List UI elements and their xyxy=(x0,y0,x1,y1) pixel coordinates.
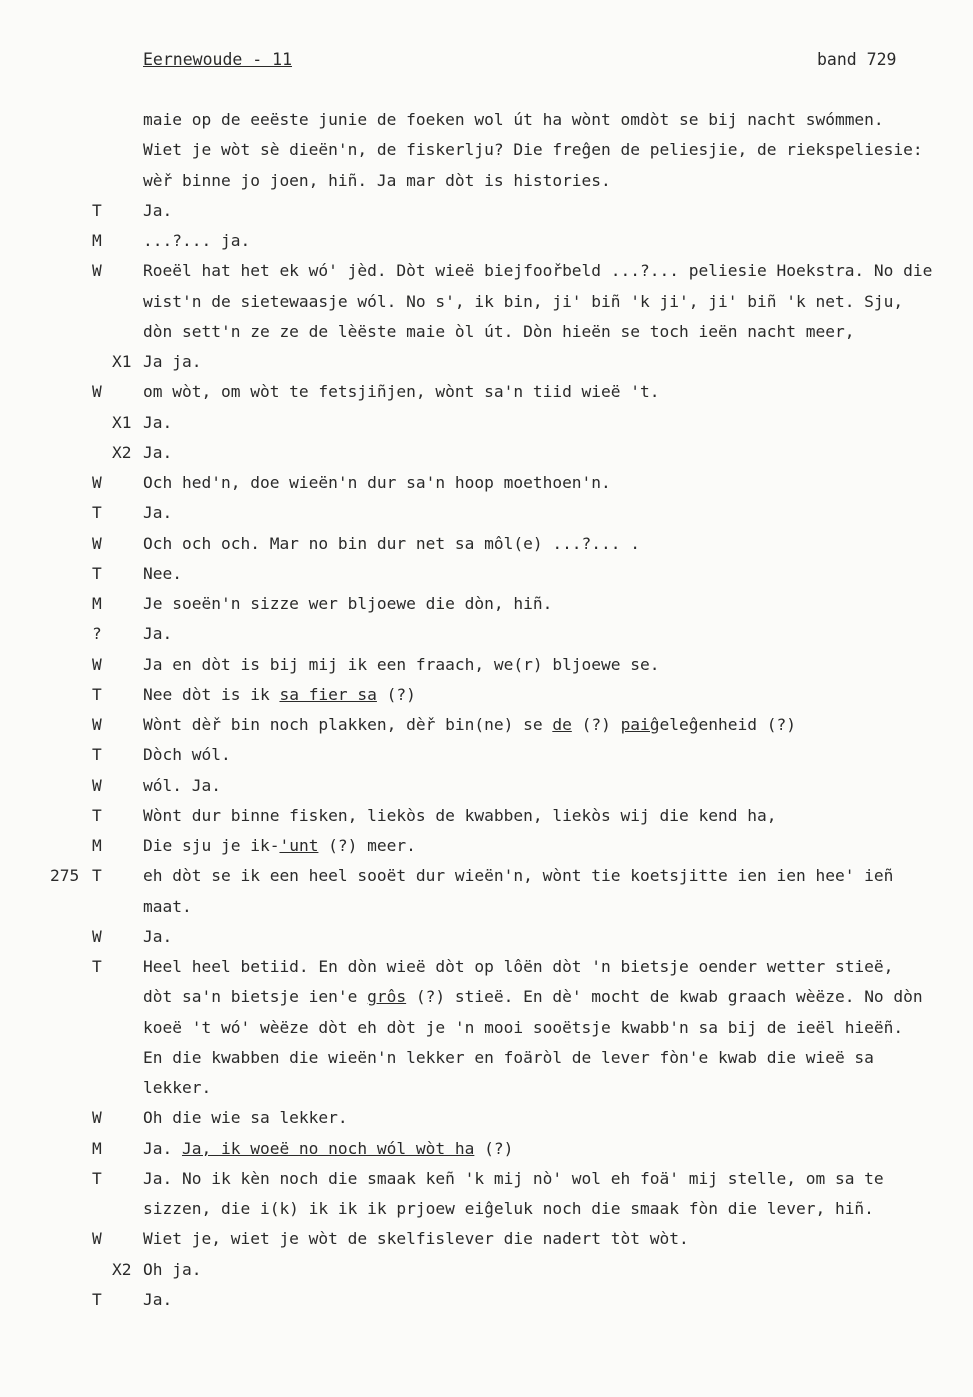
transcript-line xyxy=(0,1224,973,1254)
transcript-line xyxy=(0,529,973,559)
speaker-label: W xyxy=(92,926,102,946)
transcript-line xyxy=(0,166,973,196)
utterance-text: Ja. xyxy=(143,412,173,432)
header-title: Eernewoude - 11 xyxy=(143,50,293,69)
speaker-label: M xyxy=(92,836,102,855)
utterance-text: lekker. xyxy=(143,1078,212,1097)
speaker-label: T xyxy=(92,805,102,825)
utterance-text: Wiet je, wiet je wòt de skelfislever die nadert tòt wòt. xyxy=(143,1229,689,1249)
utterance-text: Ja. xyxy=(143,503,173,523)
utterance-text: Nee. xyxy=(143,563,182,583)
speaker-label: T xyxy=(92,503,102,523)
utterance-text: Ja en dòt is bij mij ik een fraach, we(r) bljoewe se. xyxy=(143,654,660,674)
utterance-text: koeë 't wó' wèëze dòt eh dòt je 'n mooi sooëtsje kwabb'n sa bij de ieël hieëñ. xyxy=(143,1017,904,1037)
speaker-label: X2 xyxy=(112,1259,132,1279)
transcript-line xyxy=(0,256,973,286)
transcript-line xyxy=(0,1255,973,1285)
utterance-text: Ja. xyxy=(143,624,173,644)
transcript-line xyxy=(0,1103,973,1133)
transcript-line xyxy=(0,1194,973,1224)
transcript-line xyxy=(0,287,973,317)
utterance-text: Ja. xyxy=(143,1289,173,1309)
transcript-line xyxy=(0,771,973,801)
speaker-label: T xyxy=(92,200,102,220)
transcript-line xyxy=(0,1134,973,1164)
speaker-label: T xyxy=(92,563,102,583)
speaker-label: T xyxy=(92,684,102,704)
utterance-text: Ja ja. xyxy=(143,352,202,371)
speaker-label: X1 xyxy=(112,412,132,432)
line-number: 275 xyxy=(50,866,80,886)
speaker-label: W xyxy=(92,775,102,795)
speaker-label: T xyxy=(92,1289,102,1309)
utterance-text: sizzen, die i(k) ik ik ik prjoew eiĝeluk noch die smaak fòn die lever, hiñ. xyxy=(143,1199,874,1218)
speaker-label: W xyxy=(92,1108,102,1128)
utterance-text: Ja. xyxy=(143,442,173,462)
utterance-text: ...?... ja. xyxy=(143,231,251,250)
transcript-line xyxy=(0,1013,973,1043)
speaker-label: T xyxy=(92,745,102,765)
speaker-label: M xyxy=(92,1138,102,1158)
underlined-phrase: sa fier sa xyxy=(279,684,377,704)
transcript-line xyxy=(0,408,973,438)
speaker-label: W xyxy=(92,1229,102,1249)
transcript-line xyxy=(0,831,973,861)
transcript-line xyxy=(0,619,973,649)
utterance-text: En die kwabben die wieën'n lekker en foäròl de lever fòn'e kwab die wieë sa xyxy=(143,1047,874,1067)
transcript-line xyxy=(0,468,973,498)
utterance-text: Die sju je ik-'unt (?) meer. xyxy=(143,836,416,855)
utterance-text: Je soeën'n sizze wer bljoewe die dòn, hiñ. xyxy=(143,594,553,613)
underlined-phrase: de xyxy=(552,715,572,734)
utterance-text: Dòch wól. xyxy=(143,745,231,765)
utterance-text: Och hed'n, doe wieën'n dur sa'n hoop moethoen'n. xyxy=(143,473,611,492)
transcript-line xyxy=(0,982,973,1012)
speaker-label: T xyxy=(92,866,102,886)
speaker-label: W xyxy=(92,382,102,402)
transcript-line xyxy=(0,892,973,922)
utterance-text: Ja. xyxy=(143,926,173,946)
utterance-text: Oh die wie sa lekker. xyxy=(143,1108,348,1128)
underlined-phrase: grôs xyxy=(367,987,407,1007)
utterance-text: Ja. Ja, ik woeë no noch wól wòt ha (?) xyxy=(143,1138,514,1158)
transcript-line xyxy=(0,498,973,528)
transcript-line xyxy=(0,377,973,407)
speaker-label: W xyxy=(92,533,102,553)
utterance-text: Heel heel betiid. En dòn wieë dòt op lôën dòt 'n bietsje oender wetter stieë, xyxy=(143,957,894,976)
transcript-line xyxy=(0,226,973,256)
utterance-text: Ja. xyxy=(143,200,173,220)
utterance-text: Wiet je wòt sè dieën'n, de fiskerlju? Die freĝen de peliesjie, de riekspeliesie: xyxy=(143,140,923,160)
transcript-line xyxy=(0,1164,973,1194)
speaker-label: W xyxy=(92,715,102,734)
speaker-label: W xyxy=(92,261,102,281)
utterance-text: wól. Ja. xyxy=(143,775,221,795)
transcript-line xyxy=(0,589,973,619)
transcript-line xyxy=(0,135,973,165)
transcript-line xyxy=(0,438,973,468)
transcript-line xyxy=(0,559,973,589)
utterance-text: Oh ja. xyxy=(143,1259,202,1279)
utterance-text: maat. xyxy=(143,896,192,916)
transcript-line xyxy=(0,317,973,347)
underlined-phrase: Ja, ik woeë no noch wól wòt ha xyxy=(181,1138,475,1158)
header-band-number: band 729 xyxy=(817,50,897,69)
utterance-text: om wòt, om wòt te fetsjiñjen, wònt sa'n tiid wieë 't. xyxy=(143,382,660,402)
speaker-label: X1 xyxy=(112,352,132,371)
transcript-line xyxy=(0,740,973,770)
speaker-label: T xyxy=(92,1168,102,1188)
underlined-phrase: paiĝ xyxy=(620,715,660,734)
utterance-text: eh dòt se ik een heel sooët dur wieën'n, wònt tie koetsjitte ien ien hee' ieñ xyxy=(143,866,894,886)
utterance-text: dòn sett'n ze ze de lèëste maie òl út. Dòn hieën se toch ieën nacht meer, xyxy=(143,321,855,341)
utterance-text: Roeël hat het ek wó' jèd. Dòt wieë biejfoořbeld ...?... peliesie Hoekstra. No die xyxy=(143,261,933,281)
transcript-line xyxy=(0,196,973,226)
utterance-text: wèř binne jo joen, hiñ. Ja mar dòt is histories. xyxy=(143,170,611,190)
transcript-line xyxy=(0,1285,973,1315)
transcript-line xyxy=(0,347,973,377)
speaker-label: W xyxy=(92,654,102,674)
transcript-line xyxy=(0,922,973,952)
utterance-text: maie op de eeëste junie de foeken wol út ha wònt omdòt se bij nacht swómmen. xyxy=(143,110,884,129)
speaker-label: T xyxy=(92,957,102,976)
utterance-text: Wònt dur binne fisken, liekòs de kwabben, liekòs wij die kend ha, xyxy=(143,805,777,825)
transcript-line xyxy=(0,1043,973,1073)
transcript-line xyxy=(0,680,973,710)
speaker-label: X2 xyxy=(112,442,132,462)
utterance-text: wist'n de sietewaasje wól. No s', ik bin, ji' biñ 'k ji', ji' biñ 'k net. Sju, xyxy=(143,291,904,311)
speaker-label: M xyxy=(92,231,102,250)
transcript-line xyxy=(0,861,973,891)
transcript-line xyxy=(0,650,973,680)
transcript-line xyxy=(0,1073,973,1103)
transcript-line xyxy=(0,710,973,740)
underlined-phrase: 'unt xyxy=(279,836,319,855)
speaker-label: W xyxy=(92,473,102,492)
transcript-line xyxy=(0,105,973,135)
utterance-text: Och och och. Mar no bin dur net sa môl(e) ...?... . xyxy=(143,533,641,553)
speaker-label: ? xyxy=(92,624,102,644)
transcript-line xyxy=(0,801,973,831)
utterance-text: dòt sa'n bietsje ien'e grôs (?) stieë. En dè' mocht de kwab graach wèëze. No dòn xyxy=(143,987,923,1007)
utterance-text: Nee dòt is ik sa fier sa (?) xyxy=(143,684,416,704)
utterance-text: Ja. No ik kèn noch die smaak keñ 'k mij nò' wol eh foä' mij stelle, om sa te xyxy=(143,1168,884,1188)
utterance-text: Wònt dèř bin noch plakken, dèř bin(ne) se de (?) paiĝeleĝenheid (?) xyxy=(143,715,796,734)
transcript-line xyxy=(0,952,973,982)
speaker-label: M xyxy=(92,594,102,613)
